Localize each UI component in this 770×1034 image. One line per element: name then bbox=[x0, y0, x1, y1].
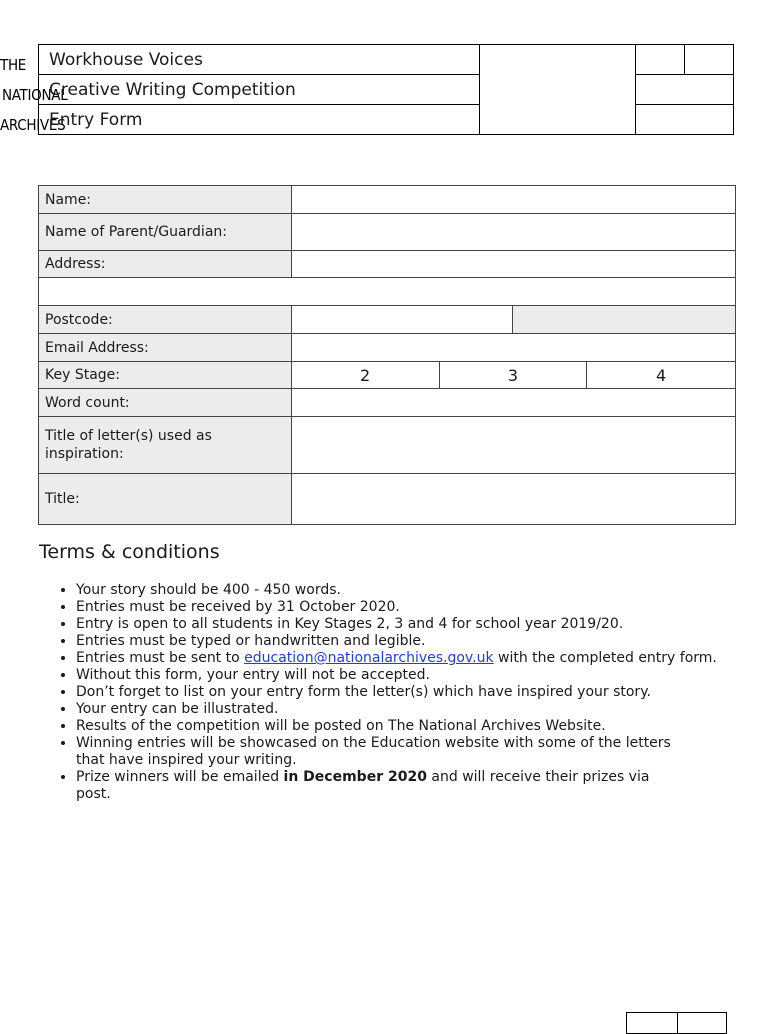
terms-item: • Results of the competition will be posted on The National Archives Website. bbox=[76, 718, 766, 735]
name-label: Name: bbox=[39, 186, 292, 214]
word-count-label: Word count: bbox=[39, 389, 292, 417]
terms-item: • Entries must be received by 31 October 2020. bbox=[76, 599, 766, 616]
education-email-link[interactable]: education@nationalarchives.gov.uk bbox=[244, 650, 494, 666]
terms-item: • Your entry can be illustrated. bbox=[76, 701, 766, 718]
address-label: Address: bbox=[39, 251, 292, 278]
header-box-a bbox=[636, 45, 685, 75]
email-label: Email Address: bbox=[39, 334, 292, 362]
terms-item: • Winning entries will be showcased on the Education website with some of the letters that have inspired your writing. bbox=[76, 735, 766, 769]
postcode-field[interactable] bbox=[291, 306, 513, 334]
header-blank-box bbox=[480, 45, 636, 135]
key-stage-option-4[interactable]: 4 bbox=[587, 362, 736, 389]
terms-item: • Don’t forget to list on your entry form the letter(s) which have inspired your story. bbox=[76, 684, 766, 701]
header-box-d bbox=[636, 105, 734, 135]
header-table bbox=[38, 44, 734, 135]
address-field[interactable] bbox=[291, 251, 735, 278]
header-box-c bbox=[636, 75, 734, 105]
header-box-b bbox=[685, 45, 734, 75]
title-label: Title: bbox=[39, 474, 292, 525]
email-text-pre: Entries must be sent to bbox=[76, 650, 245, 666]
key-stage-option-3[interactable]: 3 bbox=[439, 362, 587, 389]
logo-line-1: THE bbox=[0, 56, 27, 74]
word-count-field[interactable] bbox=[291, 389, 735, 417]
email-field[interactable] bbox=[291, 334, 735, 362]
prize-text-pre: Prize winners will be emailed bbox=[76, 769, 284, 785]
parent-guardian-label: Name of Parent/Guardian: bbox=[39, 214, 292, 251]
terms-item: • Entries must be typed or handwritten and legible. bbox=[76, 633, 766, 650]
key-stage-option-2[interactable]: 2 bbox=[291, 362, 439, 389]
letter-title-field[interactable] bbox=[291, 417, 735, 474]
title-field[interactable] bbox=[291, 474, 735, 525]
postcode-shaded-cell bbox=[513, 306, 736, 334]
terms-item: • Entry is open to all students in Key Stages 2, 3 and 4 for school year 2019/20. bbox=[76, 616, 766, 633]
terms-item: • Without this form, your entry will not be accepted. bbox=[76, 667, 766, 684]
postcode-label: Postcode: bbox=[39, 306, 292, 334]
terms-item: • Your story should be 400 - 450 words. bbox=[76, 582, 766, 599]
header-form-name: Entry Form bbox=[39, 105, 480, 135]
terms-heading: Terms & conditions bbox=[39, 541, 220, 563]
letter-title-label: Title of letter(s) used as inspiration: bbox=[39, 417, 292, 474]
terms-item-email bbox=[76, 650, 766, 667]
logo-line-2: NATIONAL bbox=[2, 86, 68, 104]
footer-box-left bbox=[626, 1012, 678, 1034]
prize-text-post: and will receive their prizes via post. bbox=[76, 769, 650, 802]
name-field[interactable] bbox=[291, 186, 735, 214]
terms-item-prize bbox=[76, 769, 766, 803]
email-text-post: with the completed entry form. bbox=[493, 650, 717, 666]
parent-guardian-field[interactable] bbox=[291, 214, 735, 251]
footer-box-right bbox=[676, 1012, 727, 1034]
address-field-line-2[interactable] bbox=[39, 278, 736, 306]
entry-form-table bbox=[38, 185, 736, 525]
key-stage-label: Key Stage: bbox=[39, 362, 292, 389]
header-subtitle: Creative Writing Competition bbox=[39, 75, 480, 105]
terms-list bbox=[38, 582, 766, 803]
header-title: Workhouse Voices bbox=[39, 45, 480, 75]
prize-date: in December 2020 bbox=[283, 769, 427, 785]
logo-line-3: ARCHIVES bbox=[0, 116, 66, 134]
